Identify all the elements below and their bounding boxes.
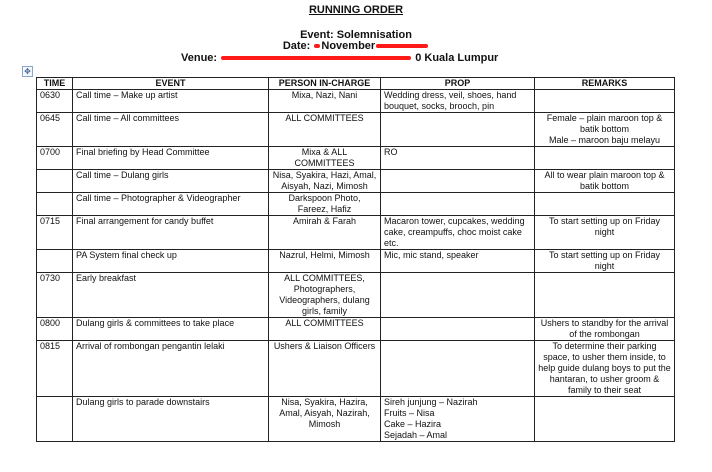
remarks-cell: Female – plain maroon top & batik bottom Male – maroon baju melayu bbox=[535, 113, 675, 147]
redaction-mark bbox=[314, 44, 320, 48]
running-order-table bbox=[36, 77, 675, 442]
time-cell: 0645 bbox=[37, 113, 73, 147]
event-cell: Call time – All committees bbox=[73, 113, 269, 147]
remarks-cell bbox=[535, 193, 675, 216]
event-cell: Early breakfast bbox=[73, 273, 269, 318]
person-cell: ALL COMMITTEES, Photographers, Videographers, dulang girls, family bbox=[269, 273, 381, 318]
table-row bbox=[37, 90, 675, 113]
remarks-cell bbox=[535, 273, 675, 318]
person-cell: Mixa & ALL COMMITTEES bbox=[269, 147, 381, 170]
remarks-cell: Ushers to standby for the arrival of the rombongan bbox=[535, 318, 675, 341]
venue-label: Venue: bbox=[181, 52, 218, 64]
prop-cell: RO bbox=[381, 147, 535, 170]
prop-cell bbox=[381, 170, 535, 193]
date-line bbox=[0, 40, 712, 52]
person-cell: ALL COMMITTEES bbox=[269, 113, 381, 147]
prop-cell: Macaron tower, cupcakes, wedding cake, creampuffs, choc moist cake etc. bbox=[381, 216, 535, 250]
person-cell: ALL COMMITTEES bbox=[269, 318, 381, 341]
event-cell: Final arrangement for candy buffet bbox=[73, 216, 269, 250]
table-row bbox=[37, 170, 675, 193]
time-cell bbox=[37, 193, 73, 216]
remarks-cell: To start setting up on Friday night bbox=[535, 216, 675, 250]
table-row bbox=[37, 193, 675, 216]
time-cell: 0700 bbox=[37, 147, 73, 170]
prop-cell bbox=[381, 113, 535, 147]
venue-line bbox=[181, 52, 498, 64]
prop-cell bbox=[381, 318, 535, 341]
person-cell: Nazrul, Helmi, Mimosh bbox=[269, 250, 381, 273]
table-row bbox=[37, 250, 675, 273]
prop-cell bbox=[381, 341, 535, 397]
time-cell bbox=[37, 250, 73, 273]
document-title: RUNNING ORDER bbox=[308, 4, 404, 16]
event-cell: Final briefing by Head Committee bbox=[73, 147, 269, 170]
table-row bbox=[37, 397, 675, 442]
prop-cell: Sireh junjung – Nazirah Fruits – Nisa Cake – Hazira Sejadah – Amal bbox=[381, 397, 535, 442]
prop-cell bbox=[381, 193, 535, 216]
event-line: Event: Solemnisation bbox=[300, 29, 412, 41]
remarks-cell bbox=[535, 397, 675, 442]
redaction-mark bbox=[376, 44, 428, 48]
prop-cell: Wedding dress, veil, shoes, hand bouquet, socks, brooch, pin bbox=[381, 90, 535, 113]
time-cell bbox=[37, 397, 73, 442]
person-cell: Mixa, Nazi, Nani bbox=[269, 90, 381, 113]
date-value: November bbox=[321, 40, 376, 52]
remarks-cell bbox=[535, 147, 675, 170]
table-row bbox=[37, 113, 675, 147]
table-row bbox=[37, 147, 675, 170]
event-cell: Call time – Make up artist bbox=[73, 90, 269, 113]
event-cell: Arrival of rombongan pengantin lelaki bbox=[73, 341, 269, 397]
event-cell: Call time – Photographer & Videographer bbox=[73, 193, 269, 216]
header-time: TIME bbox=[37, 78, 73, 90]
time-cell: 0730 bbox=[37, 273, 73, 318]
header-event: EVENT bbox=[73, 78, 269, 90]
event-cell: Dulang girls to parade downstairs bbox=[73, 397, 269, 442]
header-prop: PROP bbox=[381, 78, 535, 90]
event-cell: Call time – Dulang girls bbox=[73, 170, 269, 193]
prop-cell bbox=[381, 273, 535, 318]
header-remarks: REMARKS bbox=[535, 78, 675, 90]
person-cell: Darkspoon Photo, Fareez, Hafiz bbox=[269, 193, 381, 216]
prop-cell: Mic, mic stand, speaker bbox=[381, 250, 535, 273]
event-cell: Dulang girls & committees to take place bbox=[73, 318, 269, 341]
person-cell: Amirah & Farah bbox=[269, 216, 381, 250]
table-row bbox=[37, 216, 675, 250]
event-cell: PA System final check up bbox=[73, 250, 269, 273]
table-row bbox=[37, 341, 675, 397]
table-header bbox=[37, 78, 675, 90]
table-row bbox=[37, 318, 675, 341]
venue-suffix: 0 Kuala Lumpur bbox=[415, 52, 499, 64]
remarks-cell: All to wear plain maroon top & batik bottom bbox=[535, 170, 675, 193]
time-cell: 0800 bbox=[37, 318, 73, 341]
person-cell: Ushers & Liaison Officers bbox=[269, 341, 381, 397]
time-cell: 0715 bbox=[37, 216, 73, 250]
table-row bbox=[37, 273, 675, 318]
time-cell: 0815 bbox=[37, 341, 73, 397]
table-move-handle-icon[interactable]: ✥ bbox=[22, 66, 33, 77]
time-cell bbox=[37, 170, 73, 193]
redaction-mark bbox=[221, 56, 411, 60]
date-label: Date: bbox=[282, 40, 311, 52]
remarks-cell: To start setting up on Friday night bbox=[535, 250, 675, 273]
header-person: PERSON IN-CHARGE bbox=[269, 78, 381, 90]
time-cell: 0630 bbox=[37, 90, 73, 113]
person-cell: Nisa, Syakira, Hazi, Amal, Aisyah, Nazi, Mimosh bbox=[269, 170, 381, 193]
remarks-cell bbox=[535, 90, 675, 113]
remarks-cell: To determine their parking space, to usher them inside, to help guide dulang boys to put the hantaran, to usher groom & family to their seat bbox=[535, 341, 675, 397]
table-body bbox=[37, 90, 675, 442]
person-cell: Nisa, Syakira, Hazira, Amal, Aisyah, Nazirah, Mimosh bbox=[269, 397, 381, 442]
